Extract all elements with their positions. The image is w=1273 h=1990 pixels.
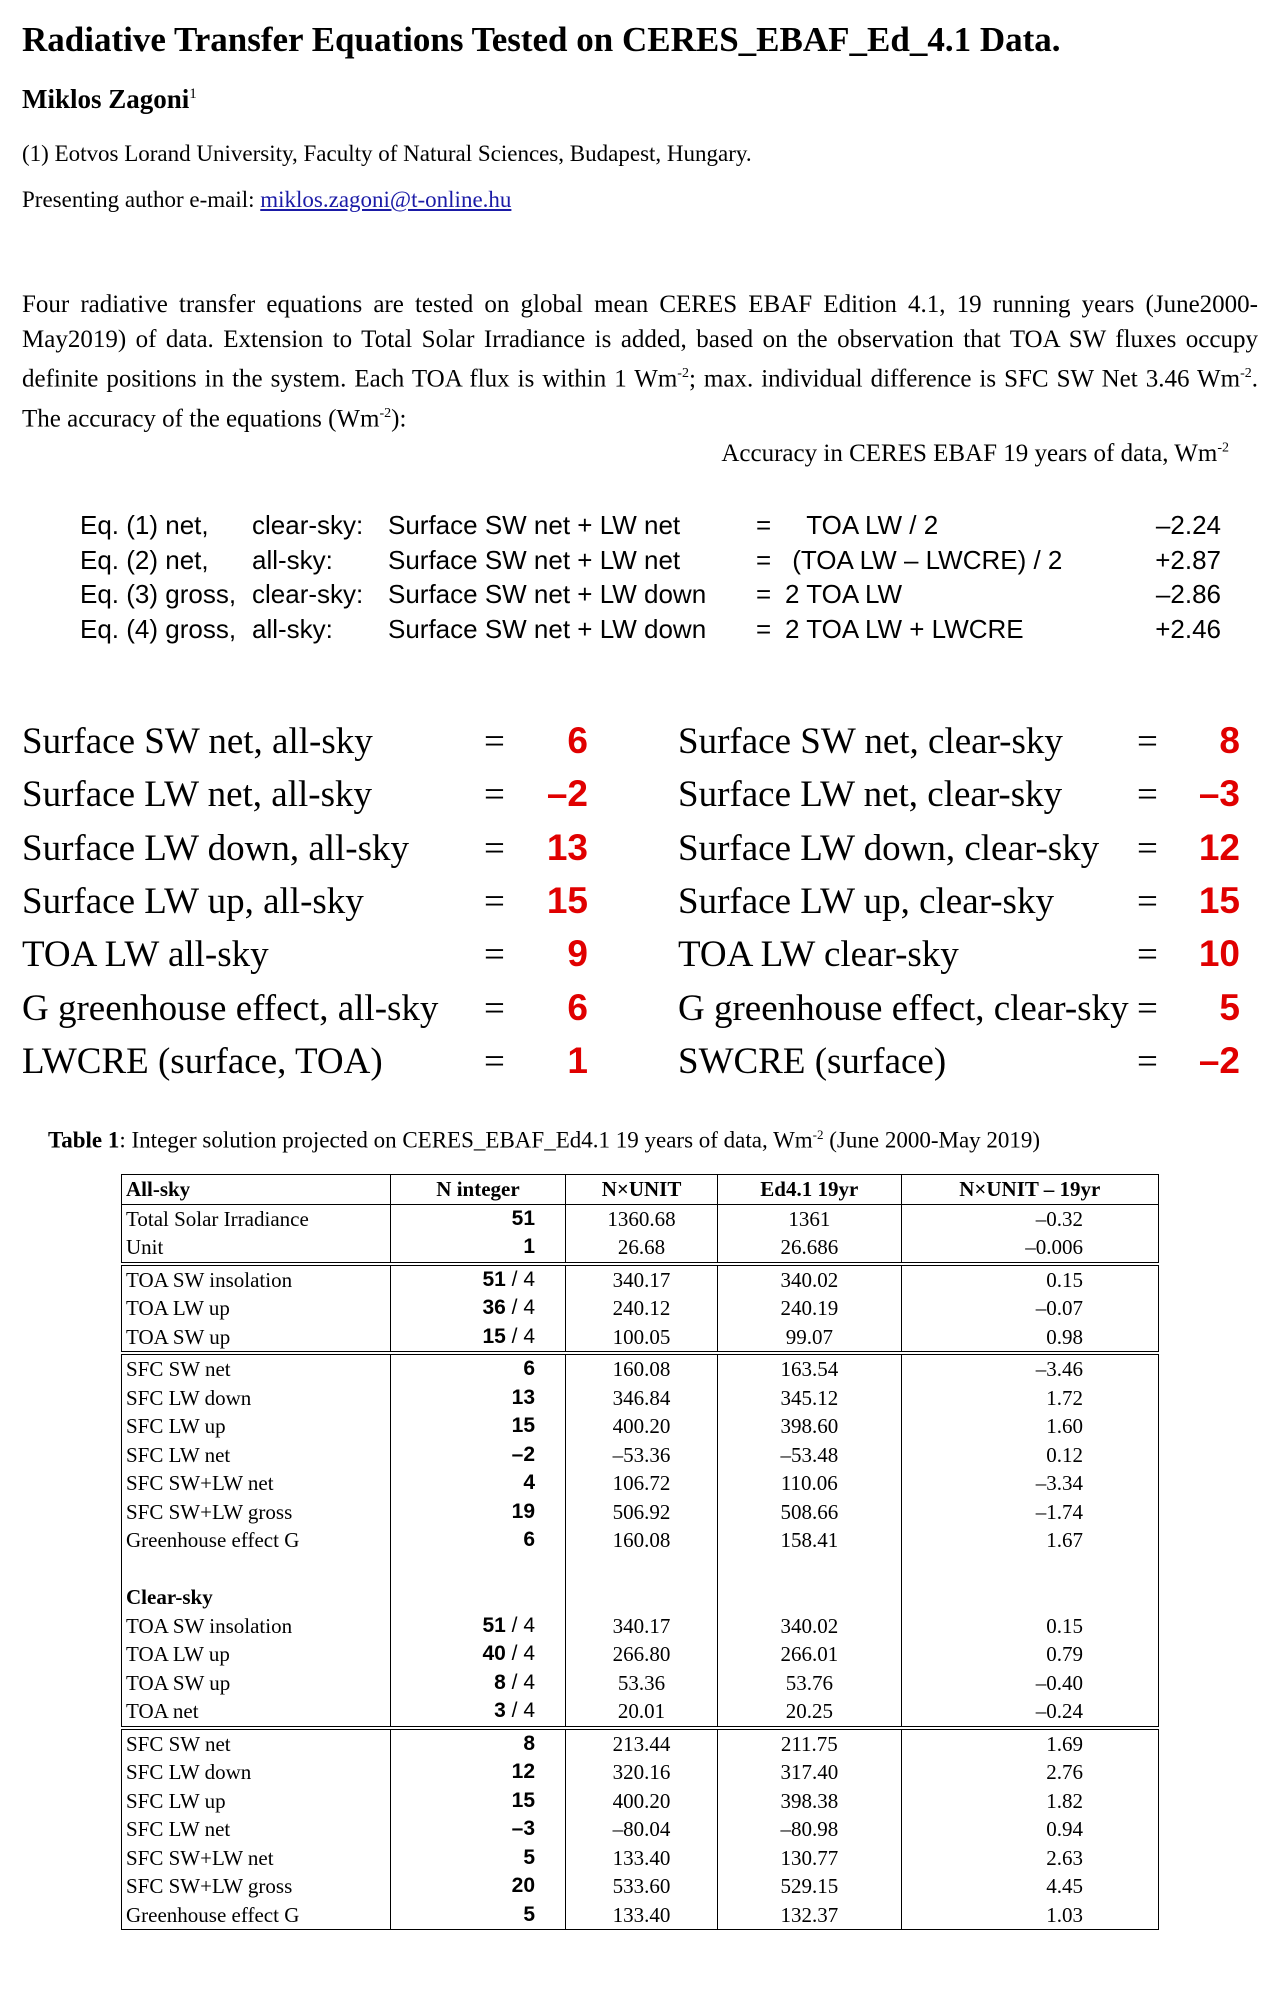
- row-label: Greenhouse effect G: [122, 1901, 391, 1930]
- difference-value: [901, 1555, 1158, 1584]
- equals-sign: =: [1137, 880, 1158, 922]
- equals-sign: =: [484, 1040, 505, 1082]
- abstract-sup: -2: [379, 405, 392, 421]
- equation-value: –2.24: [1155, 510, 1221, 540]
- equation-lhs: Surface SW net + LW net: [388, 510, 681, 540]
- equals-sign: =: [1137, 827, 1158, 869]
- nxunit-value: 1360.68: [566, 1204, 718, 1233]
- clear-sky-integer: 10: [1198, 933, 1240, 975]
- ed41-value: –53.48: [718, 1441, 902, 1470]
- table-row: [122, 1294, 1159, 1323]
- row-label: Total Solar Irradiance: [122, 1204, 391, 1233]
- header-cell: N×UNIT – 19yr: [901, 1175, 1158, 1205]
- difference-value: 0.12: [901, 1441, 1158, 1470]
- difference-value: –0.24: [901, 1697, 1158, 1728]
- nxunit-value: 106.72: [566, 1469, 718, 1498]
- row-label: [122, 1555, 391, 1584]
- abstract-sup: -2: [1240, 366, 1252, 381]
- n-integer: [391, 1872, 566, 1901]
- equals-sign: =: [1137, 987, 1158, 1029]
- ed41-value: 99.07: [718, 1323, 902, 1354]
- table-row: [122, 1758, 1159, 1787]
- ed41-value: 211.75: [718, 1728, 902, 1759]
- n-denominator: / 4: [505, 1670, 535, 1694]
- table-row: [122, 1384, 1159, 1413]
- caption-tail: (June 2000-May 2019): [823, 1127, 1041, 1153]
- integer-row: [0, 827, 1273, 881]
- ed41-value: 240.19: [718, 1294, 902, 1323]
- accuracy-header: [721, 440, 1229, 468]
- n-integer: [391, 1555, 566, 1584]
- all-sky-label: Surface LW up, all-sky: [22, 880, 364, 922]
- difference-value: 4.45: [901, 1872, 1158, 1901]
- equation-type: all-sky:: [252, 613, 333, 644]
- table-row: [122, 1498, 1159, 1527]
- header-cell: All-sky: [122, 1175, 391, 1205]
- n-integer: [391, 1758, 566, 1787]
- row-label: Unit: [122, 1233, 391, 1264]
- ed41-value: 340.02: [718, 1612, 902, 1641]
- difference-value: –3.34: [901, 1469, 1158, 1498]
- author: [22, 84, 197, 115]
- difference-value: 0.94: [901, 1815, 1158, 1844]
- ed41-value: 340.02: [718, 1264, 902, 1295]
- all-sky-integer: 6: [567, 720, 588, 761]
- n-integer: [391, 1844, 566, 1873]
- n-value: 1: [523, 1235, 535, 1259]
- table-row: [122, 1697, 1159, 1728]
- n-value: 15: [511, 1788, 535, 1812]
- difference-value: 0.98: [901, 1323, 1158, 1354]
- n-integer: [391, 1669, 566, 1698]
- equation-row: [0, 545, 1273, 579]
- n-value: 51: [511, 1206, 535, 1230]
- equation-label: Eq. (4) gross,: [80, 613, 237, 644]
- nxunit-value: 266.80: [566, 1640, 718, 1669]
- nxunit-value: 340.17: [566, 1264, 718, 1295]
- row-label: TOA SW insolation: [122, 1612, 391, 1641]
- email-link[interactable]: miklos.zagoni@t-online.hu: [260, 187, 512, 212]
- table-row: [122, 1233, 1159, 1264]
- n-denominator: / 4: [505, 1642, 535, 1666]
- nxunit-value: 346.84: [566, 1384, 718, 1413]
- header-cell: N integer: [391, 1175, 566, 1205]
- table-row: [122, 1583, 1159, 1612]
- abstract-part: ):: [391, 405, 407, 433]
- ed41-value: 345.12: [718, 1384, 902, 1413]
- clear-sky-label: Surface LW net, clear-sky: [678, 774, 1063, 816]
- equation-value: +2.46: [1155, 613, 1221, 644]
- equation-lhs: Surface SW net + LW down: [388, 579, 707, 609]
- nxunit-value: 133.40: [566, 1901, 718, 1930]
- row-label: SFC LW up: [122, 1412, 391, 1441]
- difference-value: [901, 1583, 1158, 1612]
- n-value: 6: [523, 1528, 535, 1552]
- equation-type: clear-sky:: [252, 510, 364, 540]
- affiliation: (1) Eotvos Lorand University, Faculty of Natural Sciences, Budapest, Hungary.: [22, 141, 752, 166]
- table-row: [122, 1787, 1159, 1816]
- n-integer: [391, 1323, 566, 1354]
- n-integer: [391, 1901, 566, 1930]
- n-value: 15: [482, 1324, 506, 1348]
- equals-sign: =: [484, 880, 505, 922]
- clear-sky-label: SWCRE (surface): [678, 1040, 947, 1082]
- nxunit-value: 20.01: [566, 1697, 718, 1728]
- abstract-part: . The accuracy of the equations (Wm: [22, 365, 1258, 433]
- row-label: TOA SW up: [122, 1323, 391, 1354]
- n-value: 19: [511, 1499, 535, 1523]
- row-label: SFC LW down: [122, 1758, 391, 1787]
- table-row: [122, 1204, 1159, 1233]
- table-row: [122, 1901, 1159, 1930]
- equals-sign: =: [484, 827, 505, 869]
- equation-label: Eq. (2) net,: [80, 544, 209, 575]
- n-integer: [391, 1815, 566, 1844]
- row-label: TOA SW up: [122, 1669, 391, 1698]
- nxunit-value: 400.20: [566, 1412, 718, 1441]
- all-sky-integer: –2: [546, 773, 588, 815]
- author-name: Miklos Zagoni: [22, 84, 190, 114]
- clear-sky-label: Surface LW up, clear-sky: [678, 880, 1054, 922]
- all-sky-label: TOA LW all-sky: [22, 934, 269, 976]
- n-integer: [391, 1353, 566, 1384]
- header-cell: Ed4.1 19yr: [718, 1175, 902, 1205]
- table-row: [122, 1640, 1159, 1669]
- difference-value: 1.72: [901, 1384, 1158, 1413]
- all-sky-integer: 9: [567, 933, 588, 975]
- difference-value: 1.03: [901, 1901, 1158, 1930]
- nxunit-value: 320.16: [566, 1758, 718, 1787]
- row-label: SFC SW net: [122, 1353, 391, 1384]
- row-label: SFC LW net: [122, 1815, 391, 1844]
- row-label: TOA net: [122, 1697, 391, 1728]
- caption-text: : Integer solution projected on CERES_EBAF_Ed4.1 19 years of data, Wm: [119, 1127, 813, 1153]
- n-integer: [391, 1233, 566, 1264]
- row-label: SFC SW net: [122, 1728, 391, 1759]
- nxunit-value: 100.05: [566, 1323, 718, 1354]
- n-value: 5: [523, 1902, 535, 1926]
- table-row: [122, 1526, 1159, 1555]
- difference-value: –0.40: [901, 1669, 1158, 1698]
- all-sky-label: Surface LW net, all-sky: [22, 774, 373, 816]
- ed41-value: 529.15: [718, 1872, 902, 1901]
- nxunit-value: –53.36: [566, 1441, 718, 1470]
- n-value: 3: [494, 1699, 506, 1723]
- nxunit-value: 160.08: [566, 1526, 718, 1555]
- n-value: 36: [482, 1296, 506, 1320]
- table-caption: [48, 1127, 1040, 1154]
- clear-sky-label: TOA LW clear-sky: [678, 934, 959, 976]
- n-denominator: / 4: [505, 1267, 535, 1291]
- all-sky-label: LWCRE (surface, TOA): [22, 1040, 383, 1082]
- caption-label: Table 1: [48, 1127, 120, 1153]
- ed41-value: 266.01: [718, 1640, 902, 1669]
- difference-value: –3.46: [901, 1353, 1158, 1384]
- table-row: [122, 1728, 1159, 1759]
- ed41-value: 53.76: [718, 1669, 902, 1698]
- author-affil-mark: 1: [189, 86, 197, 102]
- abstract: [22, 288, 1258, 437]
- abstract-part: Four radiative transfer equations are tested on global mean CERES EBAF Edition 4.1, 19 running years (June2000-May2019) of data. Extension to Total Solar Irradiance is added, based on the observation that TOA SW fluxes occupy definite positions in the system. Each TOA flux is within 1 Wm: [22, 291, 1258, 393]
- clear-sky-label: G greenhouse effect, clear-sky: [678, 987, 1129, 1029]
- equals-sign: =: [484, 987, 505, 1029]
- all-sky-integer: 1: [567, 1039, 588, 1081]
- n-value: 51: [482, 1613, 506, 1637]
- n-value: 5: [523, 1845, 535, 1869]
- all-sky-integer: 15: [546, 879, 588, 921]
- equation-rhs: TOA LW / 2: [785, 510, 939, 540]
- difference-value: 1.82: [901, 1787, 1158, 1816]
- row-label: TOA LW up: [122, 1294, 391, 1323]
- equals-sign: =: [1137, 774, 1158, 816]
- row-label: Clear-sky: [122, 1583, 391, 1612]
- n-value: 15: [511, 1414, 535, 1438]
- all-sky-label: Surface LW down, all-sky: [22, 827, 410, 869]
- ed41-value: 317.40: [718, 1758, 902, 1787]
- equation-label: Eq. (3) gross,: [80, 579, 237, 609]
- table-row: [122, 1323, 1159, 1354]
- ed41-value: 1361: [718, 1204, 902, 1233]
- n-value: 12: [511, 1760, 535, 1784]
- integer-row: [0, 1040, 1273, 1094]
- n-integer: [391, 1787, 566, 1816]
- clear-sky-integer: 12: [1198, 826, 1240, 868]
- equation-row: [0, 579, 1273, 613]
- clear-sky-integer: 5: [1219, 986, 1240, 1028]
- equals-sign: =: [1137, 1040, 1158, 1082]
- n-integer: [391, 1204, 566, 1233]
- n-value: 40: [482, 1642, 506, 1666]
- equation-row: [0, 510, 1273, 544]
- row-label: SFC LW down: [122, 1384, 391, 1413]
- difference-value: 1.60: [901, 1412, 1158, 1441]
- table-row: [122, 1412, 1159, 1441]
- row-label: Greenhouse effect G: [122, 1526, 391, 1555]
- row-label: TOA SW insolation: [122, 1264, 391, 1295]
- difference-value: 0.15: [901, 1612, 1158, 1641]
- n-integer: [391, 1612, 566, 1641]
- ed41-value: [718, 1583, 902, 1612]
- row-label: SFC SW+LW net: [122, 1469, 391, 1498]
- email-line: [22, 187, 511, 213]
- clear-sky-integer: –2: [1198, 1039, 1240, 1081]
- difference-value: –1.74: [901, 1498, 1158, 1527]
- equation-type: all-sky:: [252, 544, 333, 575]
- table-row: [122, 1353, 1159, 1384]
- equation-rhs: 2 TOA LW: [785, 579, 903, 609]
- difference-value: 0.79: [901, 1640, 1158, 1669]
- n-integer: [391, 1264, 566, 1295]
- all-sky-label: Surface SW net, all-sky: [22, 721, 373, 762]
- row-label: SFC SW+LW gross: [122, 1872, 391, 1901]
- nxunit-value: 213.44: [566, 1728, 718, 1759]
- n-integer: [391, 1294, 566, 1323]
- table-row: [122, 1441, 1159, 1470]
- equation-lhs: Surface SW net + LW down: [388, 613, 707, 644]
- table-row: [122, 1815, 1159, 1844]
- table-row: [122, 1264, 1159, 1295]
- abstract-part: ; max. individual difference is SFC SW Net 3.46 Wm: [688, 365, 1241, 393]
- equation-row: [0, 614, 1273, 648]
- n-integer: [391, 1697, 566, 1728]
- equation-rhs: (TOA LW – LWCRE) / 2: [785, 544, 1063, 575]
- integer-row: [0, 773, 1273, 827]
- header-cell: N×UNIT: [566, 1175, 718, 1205]
- n-denominator: / 4: [505, 1699, 535, 1723]
- all-sky-integer: 6: [567, 986, 588, 1028]
- n-denominator: / 4: [505, 1324, 535, 1348]
- equation-eq: =: [756, 510, 772, 540]
- ed41-value: 398.60: [718, 1412, 902, 1441]
- table-header-row: [122, 1175, 1159, 1205]
- abstract-sup: -2: [677, 366, 689, 381]
- equals-sign: =: [1137, 934, 1158, 976]
- accuracy-header-text: Accuracy in CERES EBAF 19 years of data, Wm: [721, 440, 1218, 467]
- ed41-value: 110.06: [718, 1469, 902, 1498]
- difference-value: 2.76: [901, 1758, 1158, 1787]
- clear-sky-integer: –3: [1198, 773, 1240, 815]
- n-integer: [391, 1640, 566, 1669]
- equation-eq: =: [756, 613, 772, 644]
- difference-value: 1.69: [901, 1728, 1158, 1759]
- equals-sign: =: [484, 721, 505, 762]
- n-integer: [391, 1583, 566, 1612]
- clear-sky-integer: 8: [1219, 720, 1240, 761]
- all-sky-label: G greenhouse effect, all-sky: [22, 987, 439, 1029]
- difference-value: –0.32: [901, 1204, 1158, 1233]
- caption-sup: -2: [812, 1127, 824, 1142]
- nxunit-value: 53.36: [566, 1669, 718, 1698]
- n-value: 4: [523, 1471, 535, 1495]
- email-label: Presenting author e-mail:: [22, 187, 261, 212]
- difference-value: 2.63: [901, 1844, 1158, 1873]
- difference-value: –0.006: [901, 1233, 1158, 1264]
- table-row: [122, 1844, 1159, 1873]
- integer-row: [0, 987, 1273, 1041]
- n-value: –3: [511, 1817, 535, 1841]
- table-row: [122, 1612, 1159, 1641]
- all-sky-integer: 13: [546, 826, 588, 868]
- n-integer: [391, 1441, 566, 1470]
- equals-sign: =: [1137, 721, 1158, 762]
- nxunit-value: 533.60: [566, 1872, 718, 1901]
- row-label: SFC SW+LW net: [122, 1844, 391, 1873]
- n-value: 6: [523, 1357, 535, 1381]
- integer-row: [0, 720, 1273, 774]
- results-table: [121, 1174, 1159, 1930]
- n-denominator: / 4: [505, 1613, 535, 1637]
- clear-sky-integer: 15: [1198, 879, 1240, 921]
- integer-row: [0, 933, 1273, 987]
- equation-eq: =: [756, 579, 772, 609]
- n-value: 20: [511, 1874, 535, 1898]
- equation-lhs: Surface SW net + LW net: [388, 544, 681, 575]
- nxunit-value: 26.68: [566, 1233, 718, 1264]
- n-integer: [391, 1412, 566, 1441]
- nxunit-value: 400.20: [566, 1787, 718, 1816]
- ed41-value: 132.37: [718, 1901, 902, 1930]
- ed41-value: 20.25: [718, 1697, 902, 1728]
- nxunit-value: 240.12: [566, 1294, 718, 1323]
- nxunit-value: –80.04: [566, 1815, 718, 1844]
- equation-value: +2.87: [1155, 544, 1221, 575]
- table-row: [122, 1469, 1159, 1498]
- n-value: 8: [494, 1670, 506, 1694]
- nxunit-value: 340.17: [566, 1612, 718, 1641]
- nxunit-value: [566, 1555, 718, 1584]
- table-row: [122, 1669, 1159, 1698]
- equation-rhs: 2 TOA LW + LWCRE: [785, 613, 1024, 644]
- ed41-value: 26.686: [718, 1233, 902, 1264]
- equation-value: –2.86: [1155, 579, 1221, 609]
- table-row: [122, 1872, 1159, 1901]
- ed41-value: 398.38: [718, 1787, 902, 1816]
- equation-label: Eq. (1) net,: [80, 510, 209, 540]
- nxunit-value: 133.40: [566, 1844, 718, 1873]
- ed41-value: [718, 1555, 902, 1584]
- row-label: SFC LW net: [122, 1441, 391, 1470]
- n-value: 13: [511, 1385, 535, 1409]
- n-integer: [391, 1384, 566, 1413]
- ed41-value: 130.77: [718, 1844, 902, 1873]
- n-value: –2: [511, 1442, 535, 1466]
- difference-value: 0.15: [901, 1264, 1158, 1295]
- n-denominator: / 4: [505, 1296, 535, 1320]
- accuracy-header-sup: -2: [1217, 440, 1229, 456]
- difference-value: –0.07: [901, 1294, 1158, 1323]
- ed41-value: 163.54: [718, 1353, 902, 1384]
- ed41-value: 158.41: [718, 1526, 902, 1555]
- row-label: SFC LW up: [122, 1787, 391, 1816]
- ed41-value: –80.98: [718, 1815, 902, 1844]
- row-label: SFC SW+LW gross: [122, 1498, 391, 1527]
- n-integer: [391, 1498, 566, 1527]
- equals-sign: =: [484, 934, 505, 976]
- nxunit-value: 160.08: [566, 1353, 718, 1384]
- n-value: 51: [482, 1267, 506, 1291]
- n-integer: [391, 1728, 566, 1759]
- difference-value: 1.67: [901, 1526, 1158, 1555]
- n-integer: [391, 1469, 566, 1498]
- n-integer: [391, 1526, 566, 1555]
- equals-sign: =: [484, 774, 505, 816]
- equation-type: clear-sky:: [252, 579, 364, 609]
- equation-eq: =: [756, 544, 772, 575]
- paper-title: Radiative Transfer Equations Tested on CERES_EBAF_Ed_4.1 Data.: [22, 20, 1061, 59]
- integer-row: [0, 880, 1273, 934]
- table-row: [122, 1555, 1159, 1584]
- clear-sky-label: Surface LW down, clear-sky: [678, 827, 1100, 869]
- n-value: 8: [523, 1731, 535, 1755]
- nxunit-value: [566, 1583, 718, 1612]
- row-label: TOA LW up: [122, 1640, 391, 1669]
- clear-sky-label: Surface SW net, clear-sky: [678, 721, 1063, 762]
- ed41-value: 508.66: [718, 1498, 902, 1527]
- nxunit-value: 506.92: [566, 1498, 718, 1527]
